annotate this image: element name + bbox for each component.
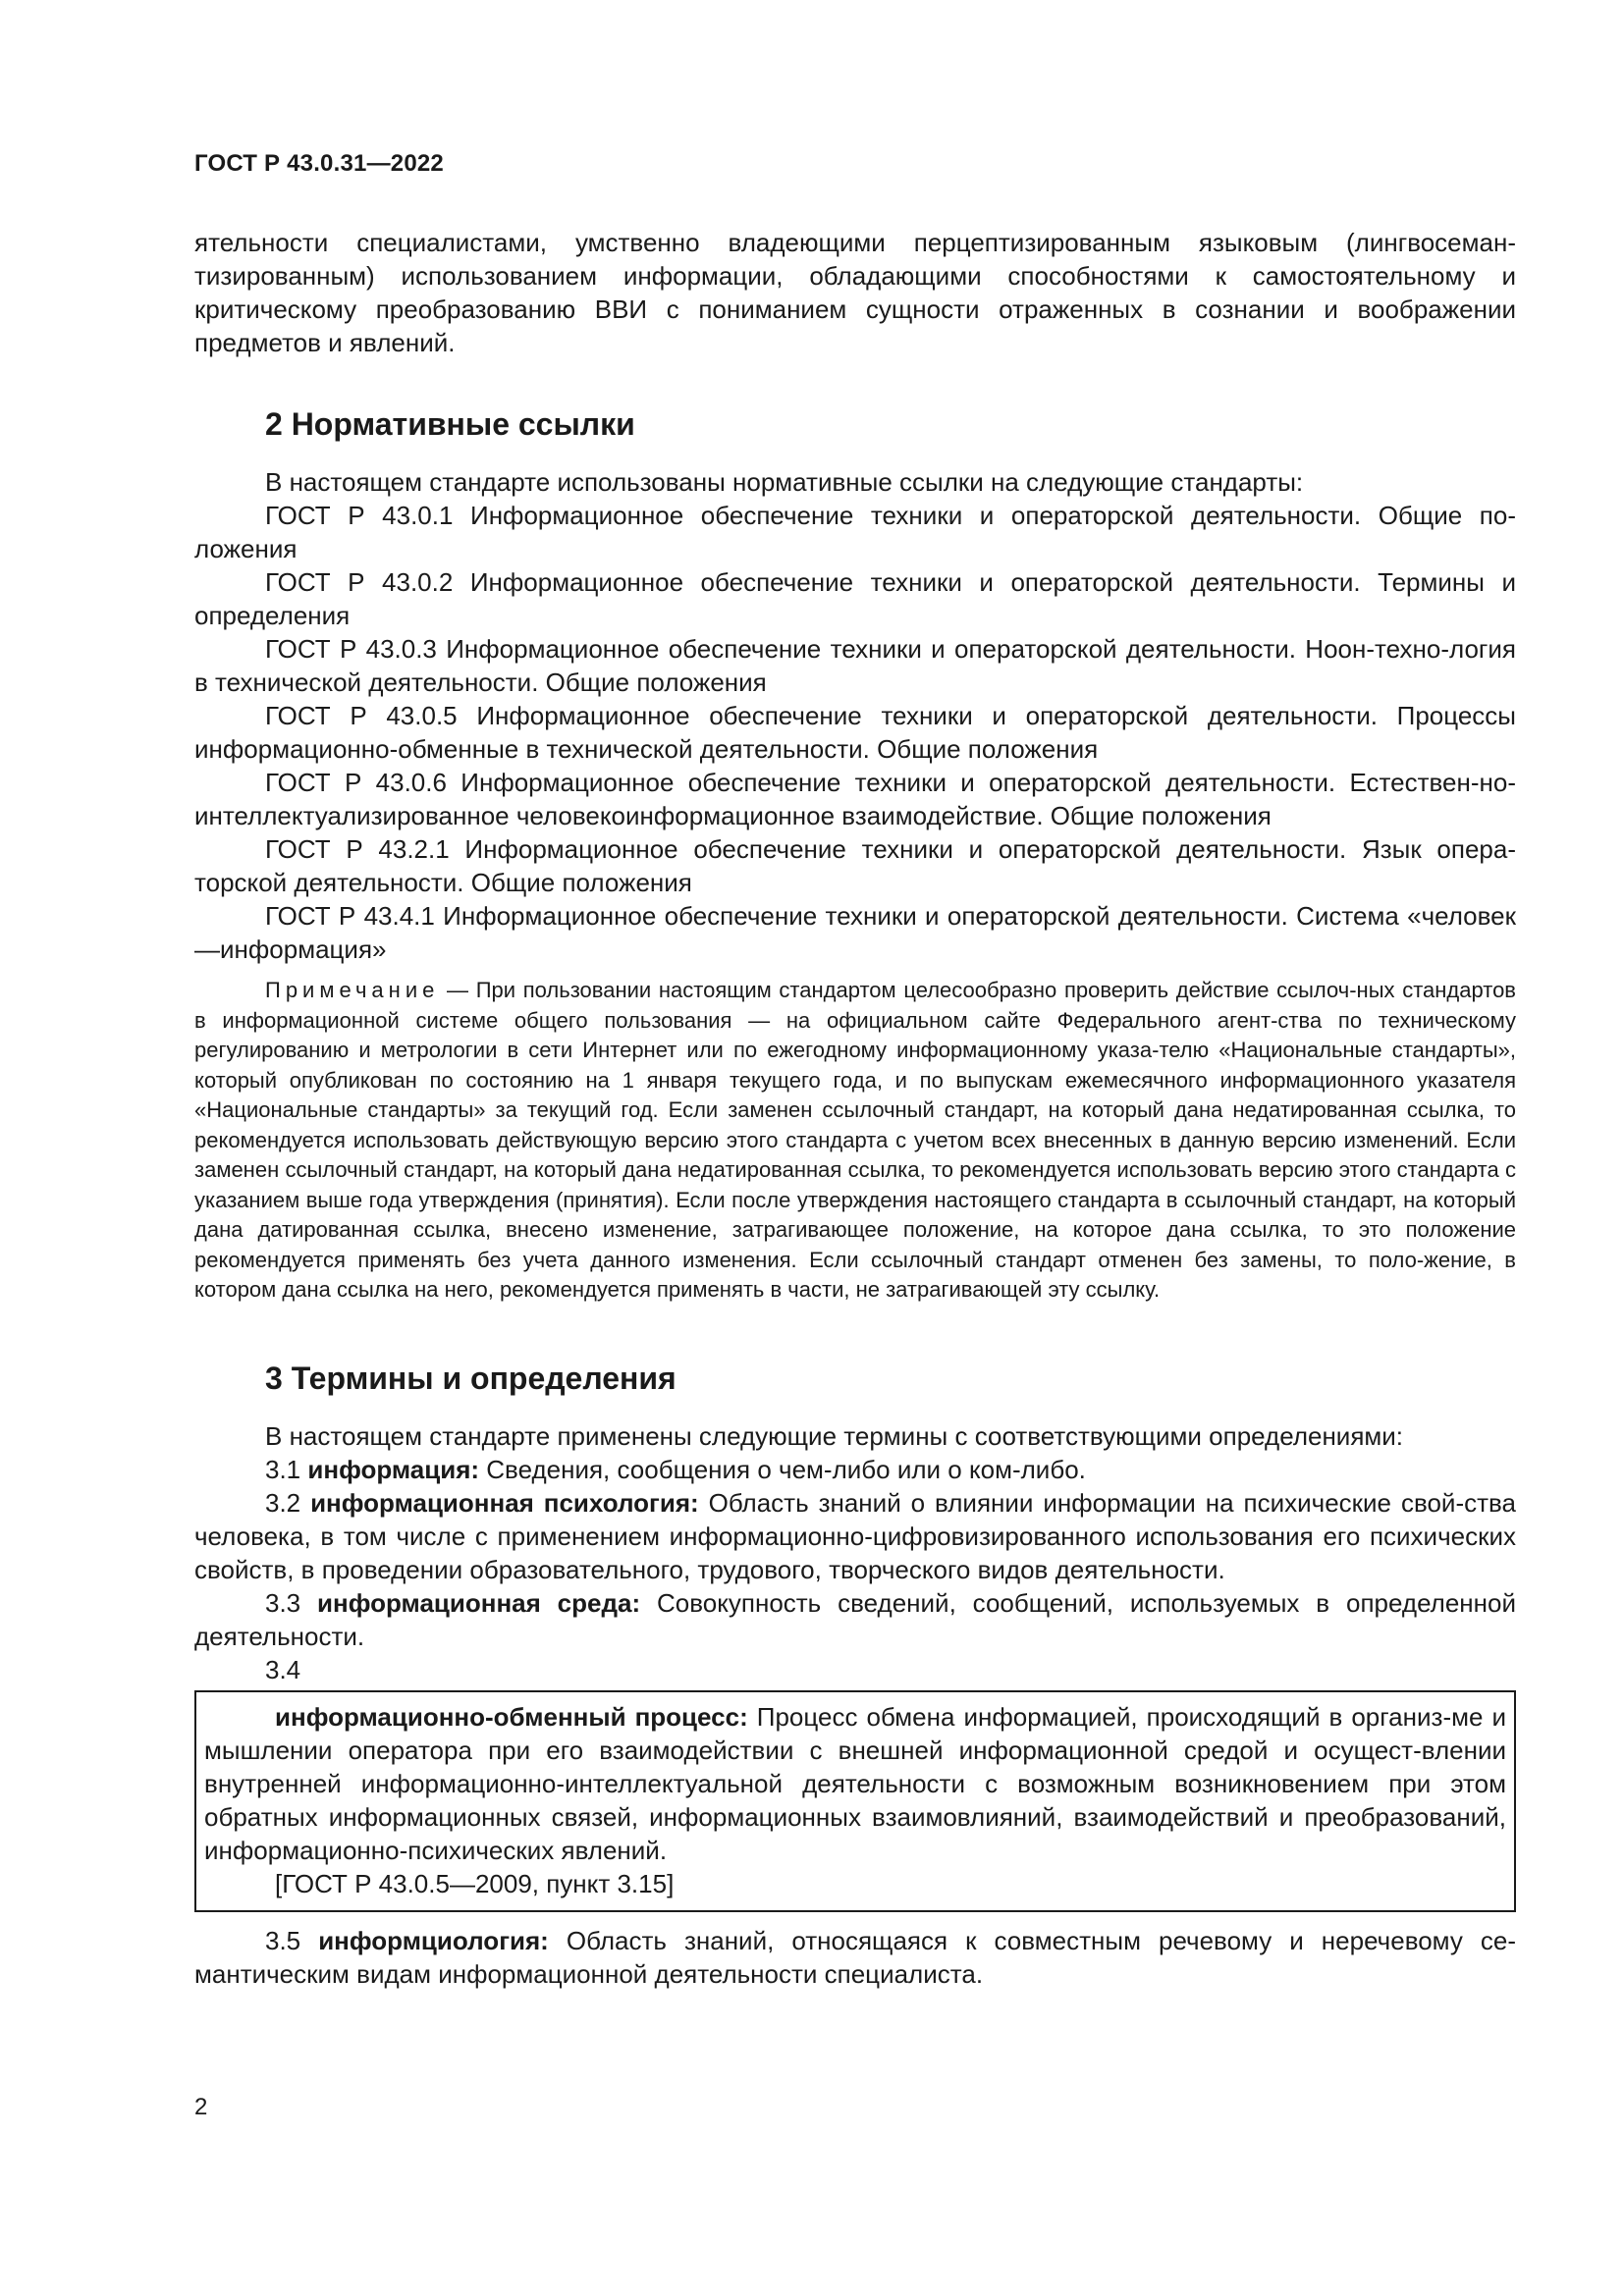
- reference-item: ГОСТ Р 43.0.1 Информационное обеспечение техники и операторской деятельности. Общие по-ложения: [194, 501, 1516, 563]
- term-number: 3.5: [265, 1925, 319, 1955]
- term-definition: Процесс обмена информацией, происходящий в организ-ме и мышлении оператора при его взаимодействии с внешней информационной средой и осущест-влении внутренней информационно-интеллектуальной деятельности с возможным возникновением при этом обратных информационных связей, информационных взаимовлияний, взаимодействий и преобразований, информационно-психических явлений.: [204, 1701, 1506, 1865]
- document-body: [194, 226, 1516, 1991]
- reference-item: ГОСТ Р 43.0.6 Информационное обеспечение техники и операторской деятельности. Естествен-но-интеллектуализированное человекоинформационное взаимодействие. Общие положения: [194, 768, 1516, 830]
- term-number: 3.3: [265, 1587, 318, 1618]
- term-name: информационная психология:: [310, 1487, 699, 1518]
- section-3-lead: В настоящем стандарте применены следующие термины с соответствующими определениями:: [265, 1420, 1404, 1451]
- term-definition: Совокупность сведений, сообщений, используемых в определенной деятельности.: [194, 1587, 1516, 1651]
- term-definition: Область знаний о влиянии информации на психические свой-ства человека, в том числе с применением информационно-цифровизированного использования его психических свойств, в проведении образовательного, трудового, творческого видов деятельности.: [194, 1487, 1516, 1584]
- term-name: информация:: [307, 1454, 480, 1484]
- term-name: информационная среда:: [317, 1587, 641, 1618]
- reference-item: ГОСТ Р 43.4.1 Информационное обеспечение техники и операторской деятельности. Система «человек—информация»: [194, 901, 1516, 964]
- note-text: — При пользовании настоящим стандартом целесообразно проверить действие ссылоч-ных стандартов в информационной системе общего пользования — на официальном сайте Федерального агент-ства по техническому регулированию и метрологии в сети Интернет или по ежегодному информационному указа-телю «Национальные стандарты», который опубликован по состоянию на 1 января текущего года, и по выпускам ежемесячного информационного указателя «Национальные стандарты» за текущий год. Если заменен ссылочный стандарт, на который дана недатированная ссылка, то рекомендуется использовать действующую версию этого стандарта с учетом всех внесенных в данную версию изменений. Если заменен ссылочный стандарт, на который дана недатированная ссылка, то рекомендуется использовать версию этого стандарта с указанием выше года утверждения (принятия). Если после утверждения настоящего стандарта в ссылочный стандарт, на который дана датированная ссылка, внесено изменение, затрагивающее положение, на которое дана ссылка, то это положение рекомендуется применять без учета данного изменения. Если ссылочный стандарт отменен без замены, то поло-жение, в котором дана ссылка на него, рекомендуется применять в части, не затрагивающей эту ссылку.: [194, 978, 1516, 1302]
- term-definition: Область знаний, относящаяся к совместным речевому и неречевому се-мантическим видам информационной деятельности специалиста.: [194, 1925, 1516, 1989]
- term-3-2: [194, 1486, 1516, 1586]
- term-3-1: [194, 1453, 1516, 1486]
- note-paragraph: [194, 976, 1516, 1306]
- note-label: Примечание: [265, 978, 440, 1002]
- page-number: 2: [194, 2094, 208, 2120]
- reference-item: ГОСТ Р 43.0.3 Информационное обеспечение техники и операторской деятельности. Ноон-техно-логия в технической деятельности. Общие положения: [194, 634, 1516, 697]
- term-3-3: [194, 1586, 1516, 1653]
- term-3-4: [204, 1700, 1506, 1867]
- reference-item: ГОСТ Р 43.0.5 Информационное обеспечение техники и операторской деятельности. Процессы информационно-обменные в технической деятельности. Общие положения: [194, 701, 1516, 764]
- term-definition: Сведения, сообщения о чем-либо или о ком-либо.: [479, 1454, 1086, 1484]
- section-2-lead: В настоящем стандарте использованы нормативные ссылки на следующие стандарты:: [265, 467, 1304, 497]
- reference-item: ГОСТ Р 43.0.2 Информационное обеспечение техники и операторской деятельности. Термины и определения: [194, 567, 1516, 630]
- document-header: ГОСТ Р 43.0.31—2022: [194, 150, 444, 177]
- term-3-4-source: [ГОСТ Р 43.0.5—2009, пункт 3.15]: [275, 1868, 675, 1898]
- term-number: 3.1: [265, 1454, 308, 1484]
- intro-paragraph: ятельности специалистами, умственно владеющими перцептизированным языковым (лингвосеман-тизированным) использованием информации, обладающими способностями к самостоятельному и критическому преобразованию ВВИ с пониманием сущности отраженных в сознании и воображении предметов и явлений.: [194, 228, 1516, 357]
- term-3-4-number: 3.4: [265, 1654, 301, 1684]
- term-name: информциология:: [318, 1925, 549, 1955]
- term-3-4-box: [194, 1690, 1516, 1912]
- term-name: информационно-обменный процесс:: [275, 1701, 748, 1732]
- term-number: 3.2: [265, 1487, 311, 1518]
- section-2-heading: 2 Нормативные ссылки: [265, 406, 635, 442]
- section-3-heading: 3 Термины и определения: [265, 1360, 677, 1396]
- reference-item: ГОСТ Р 43.2.1 Информационное обеспечение техники и операторской деятельности. Язык опера-торской деятельности. Общие положения: [194, 834, 1516, 897]
- term-3-5: [194, 1924, 1516, 1991]
